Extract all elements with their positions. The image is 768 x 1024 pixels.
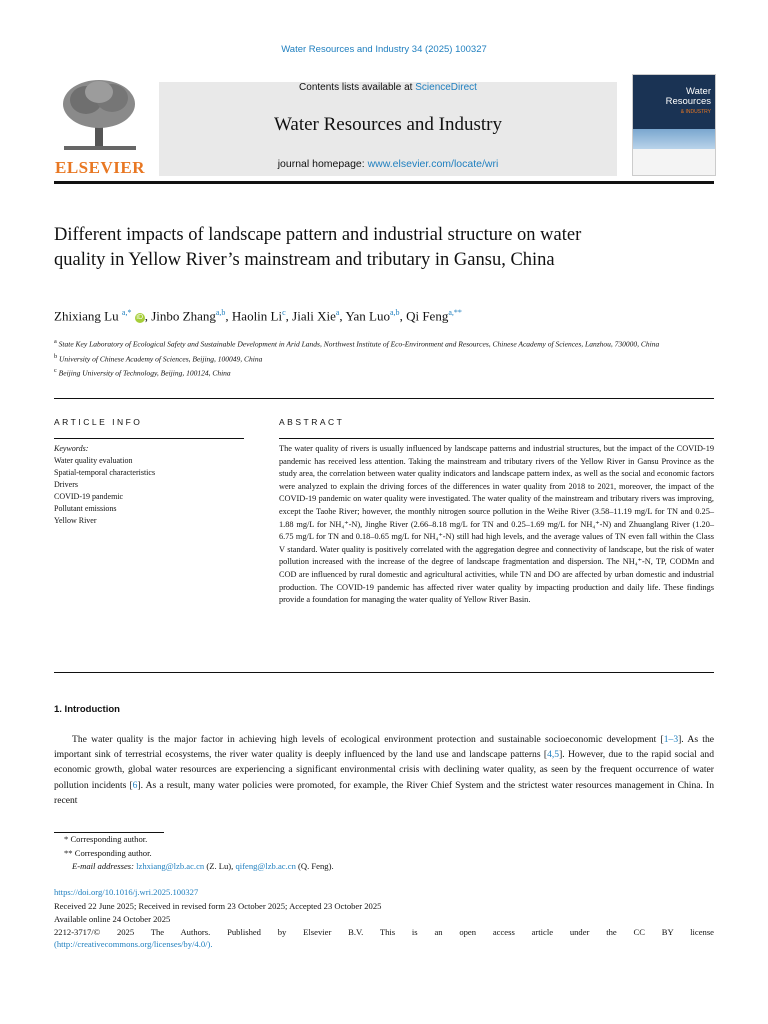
affiliation-item bbox=[54, 351, 674, 366]
affiliation-mark: b bbox=[54, 352, 58, 360]
journal-cover-image[interactable] bbox=[632, 74, 716, 176]
journal-header-box bbox=[159, 82, 617, 176]
online-date: Available online 24 October 2025 bbox=[54, 913, 171, 924]
contents-prefix: Contents lists available at bbox=[299, 82, 413, 93]
author-affiliation-mark[interactable]: a,b bbox=[215, 308, 226, 317]
author-name[interactable]: Qi Feng bbox=[406, 308, 449, 324]
abstract-heading: ABSTRACT bbox=[279, 417, 345, 427]
received-dates: Received 22 June 2025; Received in revised form 23 October 2025; Accepted 23 October 2025 bbox=[54, 901, 382, 911]
abstract-body: The water quality of rivers is usually influenced by landscape patterns and industrial structures, but the impact of the COVID-19 pandemic has received less attention. Taking the mainstream and tributary rivers of the Yellow River in Gansu Province as the study area, the correlation between water quality indicators and landscape pattern index, as well as the social and economic factors were analyzed to explain the driving forces of the differences in water quality from 2018 to 2021, moreover, the impact of the COVID-19 pandemic on water quality were investigated. The water quality of the mainstream and tributary rivers was improving, except the Taohe River; however, the monthly nitrogen source pollution in the Weihe River (3.58–11.19 mg/L for TN and 0.25–1.88 mg/L for NH₄⁺-N), Jinghe River (2.66–8.18 mg/L for TN and 0.25–1.69 mg/L for NH₄⁺-N) and Zhuanglang River (1.20–6.75 mg/L for TN and 0.18–0.65 mg/L for NH₄⁺-N) still had high levels, and the average values of TN even fall within the Class V standard. Water quality is positively correlated with the aggregation degree and connectivity of landscape, but the risk of water pollution increased with the increase of the degree of landscape fragmentation and dispersion. The NH₄⁺-N, TP, CODMn and COD are influenced by rural domestic and agricultural activities, while TN and DO are affected by urban domestic and industrial production. The COVID-19 pandemic has affected river water quality by impacting production and daily life. These findings provide a foundation for managing the water quality of Yellow River Basin. bbox=[279, 444, 714, 605]
article-title: Different impacts of landscape pattern and industrial structure on water quality in Yellow River’s mainstream and tributary in Gansu, China bbox=[54, 225, 582, 270]
author-affiliation-mark[interactable]: a,* bbox=[121, 308, 132, 317]
journal-title: Water Resources and Industry bbox=[274, 114, 502, 135]
author-affiliation-mark[interactable]: a,b bbox=[390, 308, 400, 317]
author-name[interactable]: Zhixiang Lu bbox=[54, 308, 119, 324]
cover-title-line: Water bbox=[686, 86, 711, 97]
keyword[interactable]: Pollutant emissions bbox=[54, 504, 117, 513]
keyword[interactable]: Yellow River bbox=[54, 516, 97, 525]
contents-line bbox=[159, 82, 617, 93]
article-info-heading: ARTICLE INFO bbox=[54, 417, 143, 427]
citation-link[interactable]: 4,5 bbox=[547, 749, 560, 761]
affiliation-mark: c bbox=[54, 367, 57, 374]
section-rule bbox=[54, 672, 714, 673]
affiliation-item bbox=[54, 336, 674, 351]
sciencedirect-link[interactable]: ScienceDirect bbox=[415, 82, 477, 93]
elsevier-wordmark: ELSEVIER bbox=[55, 158, 145, 177]
email-label: E-mail addresses: bbox=[72, 861, 134, 871]
email-link[interactable]: qifeng@lzb.ac.cn bbox=[235, 861, 296, 871]
citation-link[interactable]: 1–3 bbox=[663, 734, 679, 745]
license-link[interactable]: (http://creativecommons.org/licenses/by/4.0/). bbox=[54, 939, 213, 950]
author-affiliation-mark[interactable]: a bbox=[335, 308, 340, 317]
affiliation-item bbox=[54, 365, 674, 380]
affiliations bbox=[54, 336, 674, 380]
paragraph-text: The water quality is the major factor in achieving high levels of ecological environment protection and sustainable socioeconomic development [ bbox=[72, 734, 664, 745]
affiliation-mark: a bbox=[54, 338, 57, 345]
author-list: Zhixiang Lu $^{a,*}$ iD , Jinbo Zhang$^{a,b}$, Haolin Li$^c$, Jiali Xie$^a$, Yan Luo$^{a,b}$, Qi Feng$^{a,**}$ bbox=[54, 308, 462, 324]
keyword[interactable]: Spatial-temporal characteristics bbox=[54, 468, 156, 477]
homepage-line bbox=[159, 158, 617, 170]
affiliation-text: University of Chinese Academy of Sciences, Beijing, 100049, China bbox=[59, 354, 263, 363]
keywords-list bbox=[54, 443, 244, 527]
homepage-prefix: journal homepage: bbox=[277, 158, 365, 170]
author-name[interactable]: Haolin Li bbox=[231, 308, 283, 324]
affiliation-text: State Key Laboratory of Ecological Safety and Sustainable Development in Arid Lands, Northwest Institute of Eco-Environment and Resources, Chinese Academy of Sciences, Lanzhou, 730000, China bbox=[58, 339, 660, 349]
cover-title-line: Resources bbox=[665, 96, 711, 107]
footnotes bbox=[54, 833, 714, 874]
keywords-label: Keywords: bbox=[54, 444, 89, 453]
license-statement: 2212-3717/© 2025 The Authors. Published by Elsevier B.V. This is an open access article under the CC BY license bbox=[54, 926, 714, 937]
cover-photo-band bbox=[633, 129, 715, 149]
elsevier-logo[interactable] bbox=[54, 78, 146, 178]
orcid-icon[interactable]: iD bbox=[136, 314, 144, 322]
email-link[interactable]: lzhxiang@lzb.ac.cn bbox=[136, 861, 205, 871]
keyword[interactable]: COVID-19 pandemic bbox=[54, 492, 124, 501]
journal-header bbox=[54, 72, 714, 180]
cover-title bbox=[666, 87, 711, 117]
footnote: * Corresponding author. bbox=[64, 834, 148, 844]
article-info-rule bbox=[54, 438, 244, 439]
author-affiliation-mark[interactable]: c bbox=[282, 308, 286, 317]
paragraph-text: ]. However, due to the rapid social and economic growth, global water resources are experiencing a significant environmental crisis with declining water quality, as seen by the frequent occurrence of water pollution incidents [ bbox=[54, 749, 714, 791]
email-owner: (Z. Lu), bbox=[206, 861, 234, 871]
section-rule bbox=[54, 398, 714, 399]
elsevier-tree-icon bbox=[58, 78, 142, 152]
keyword[interactable]: Water quality evaluation bbox=[54, 456, 133, 465]
cover-lower bbox=[633, 149, 715, 175]
journal-reference-link[interactable]: Water Resources and Industry 34 (2025) 100327 bbox=[281, 44, 487, 55]
article-dates bbox=[54, 900, 714, 951]
introduction-paragraph bbox=[54, 732, 714, 808]
doi-link[interactable]: https://doi.org/10.1016/j.wri.2025.100327 bbox=[54, 887, 199, 897]
author-name[interactable]: Jinbo Zhang bbox=[151, 308, 216, 324]
paragraph-text: ]. As the important sink of terrestrial ecosystems, the river water quality is deeply influenced by the land use and landscape patterns [ bbox=[54, 734, 714, 761]
journal-homepage-link[interactable]: www.elsevier.com/locate/wri bbox=[367, 158, 499, 170]
author-affiliation-mark[interactable]: a,** bbox=[448, 308, 462, 317]
abstract-rule bbox=[279, 438, 714, 439]
footnote: ** Corresponding author. bbox=[64, 847, 152, 858]
introduction-heading: 1. Introduction bbox=[54, 704, 120, 715]
paragraph-text: ]. As a result, many water policies were promoted, for example, the River Chief System and the strictest water resources management in China. In recent bbox=[54, 779, 714, 806]
affiliation-text: Beijing University of Technology, Beijing, 100124, China bbox=[58, 368, 231, 378]
header-rule bbox=[54, 181, 714, 184]
author-name[interactable]: Jiali Xie bbox=[292, 308, 336, 324]
keyword[interactable]: Drivers bbox=[54, 480, 78, 489]
citation-link[interactable]: 6 bbox=[132, 779, 138, 791]
author-name[interactable]: Yan Luo bbox=[345, 308, 390, 324]
email-owner: (Q. Feng). bbox=[298, 861, 334, 871]
cover-title-line: & INDUSTRY bbox=[680, 109, 711, 115]
email-footnote bbox=[54, 860, 714, 874]
